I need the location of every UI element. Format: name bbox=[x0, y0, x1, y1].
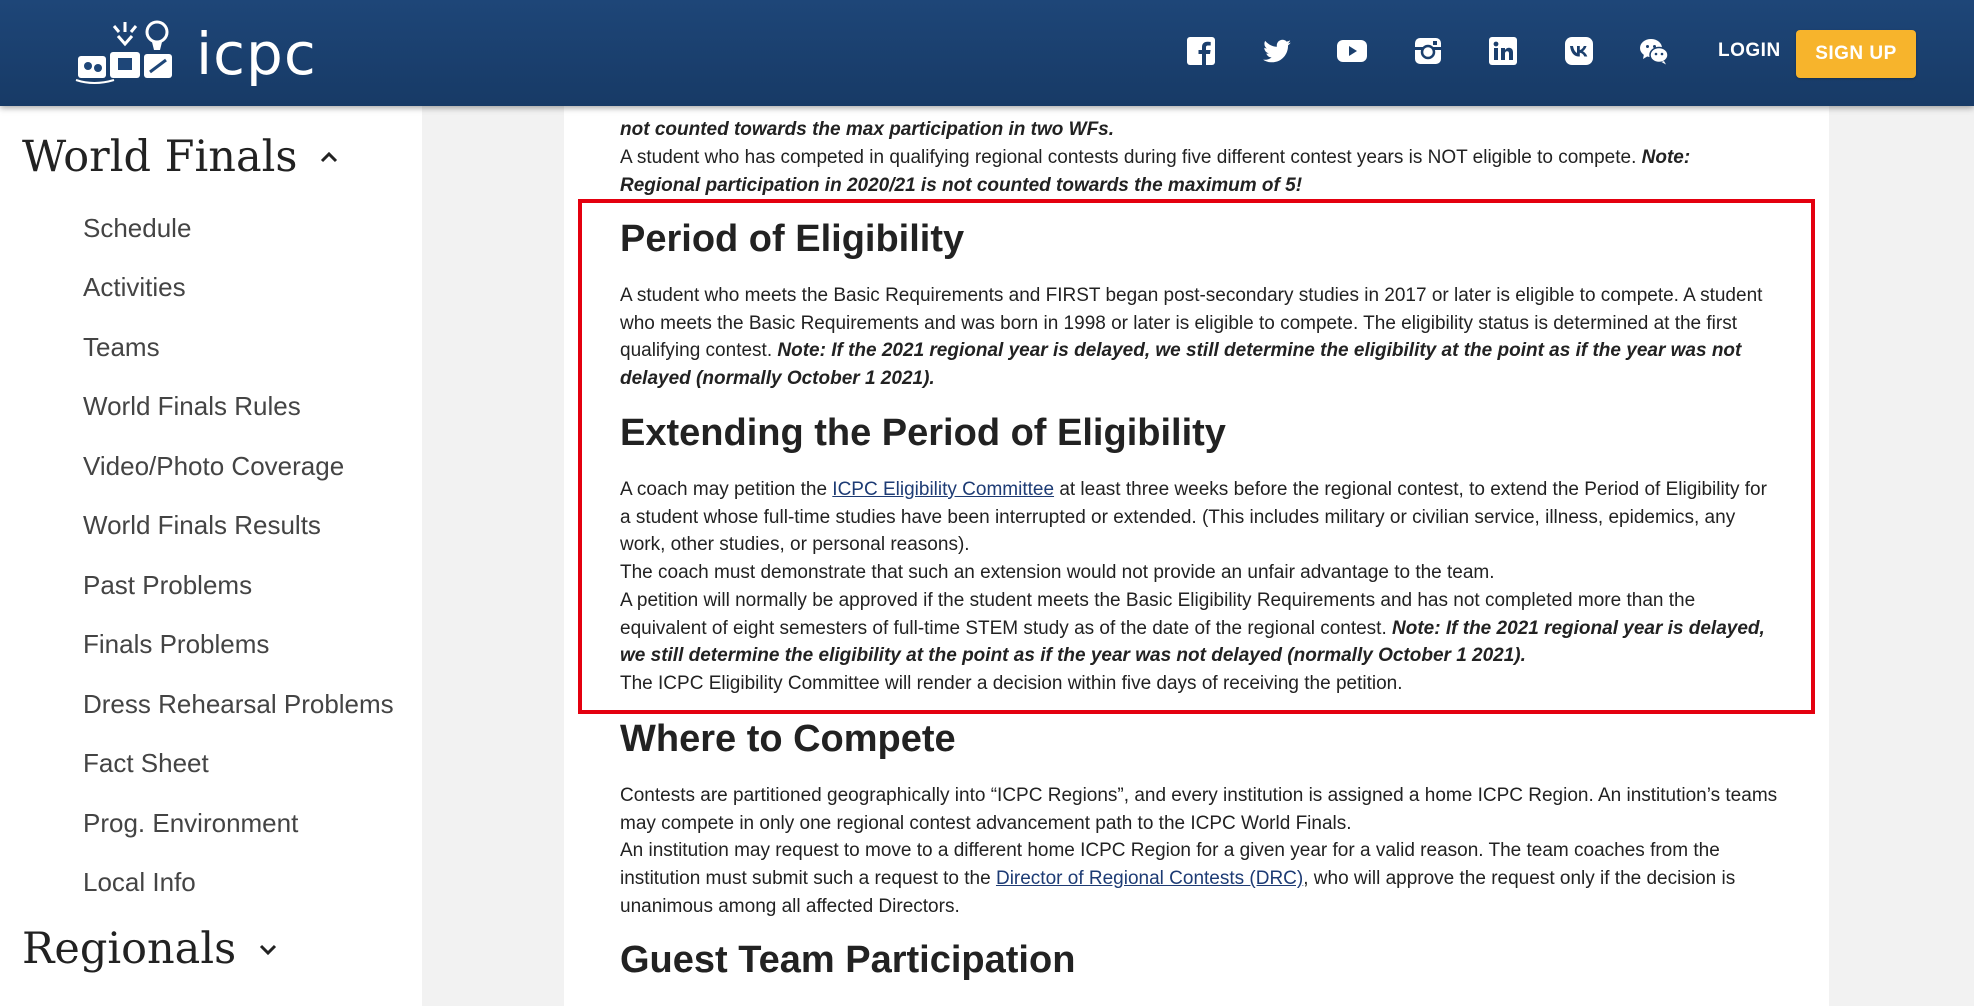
where-paragraph-2: An institution may request to move to a different home ICPC Region for a given year for a valid reason. The team coaches from the institution must submit such a request to the Director of Regional Contests (DRC), who will approve the request only if the decision is unanimous among all affected Directors. bbox=[620, 840, 1736, 917]
extending-period-heading: Extending the Period of Eligibility bbox=[620, 412, 1226, 454]
chevron-down-icon bbox=[258, 939, 278, 959]
vk-icon[interactable] bbox=[1564, 36, 1594, 66]
icpc-logo[interactable] bbox=[74, 16, 317, 86]
instagram-icon[interactable] bbox=[1413, 36, 1443, 66]
top-paragraph: A student who has competed in qualifying regional contests during five different contest years is NOT eligible to compete. Note: Regional participation in 2020/21 is not counted towards the maximum of 5! bbox=[620, 147, 1691, 196]
brand-name: icpc bbox=[196, 20, 317, 88]
extending-paragraph-2: The coach must demonstrate that such an extension would not provide an unfair advantage to the team. bbox=[620, 562, 1495, 584]
site-header bbox=[0, 0, 1974, 106]
period-of-eligibility-text: A student who meets the Basic Requirements and FIRST began post-secondary studies in 2017 or later is eligible to compete. A student who meets the Basic Requirements and was born in 1998 or later is eligible to compete. The eligibility status is determined at the first qualifying contest. Note: If the 2021 regional year is delayed, we still determine the eligibility at the point as if the year was not delayed (normally October 1 2021). bbox=[620, 285, 1763, 390]
sidebar-item-world-finals-rules[interactable]: World Finals Rules bbox=[83, 391, 301, 421]
sidebar bbox=[0, 106, 422, 1006]
twitter-icon[interactable] bbox=[1262, 36, 1292, 66]
where-paragraph-1: Contests are partitioned geographically into “ICPC Regions”, and every institution is assigned a home ICPC Region. An institution’s teams may compete in only one regional contest advancement path to the ICPC World Finals. bbox=[620, 785, 1778, 834]
drc-link[interactable]: Director of Regional Contests (DRC) bbox=[995, 868, 1304, 890]
sidebar-item-local-info[interactable]: Local Info bbox=[83, 867, 196, 897]
chevron-up-icon bbox=[319, 147, 339, 167]
extending-paragraph-1: A coach may petition the ICPC Eligibility Committee at least three weeks before the regional contest, to extend the Period of Eligibility for a student whose full-time studies have been interrupted or extended. (This includes military or civilian service, illness, epidemics, any work, other studies, or personal reasons). bbox=[620, 479, 1767, 556]
where-to-compete-heading: Where to Compete bbox=[620, 718, 956, 760]
eligibility-committee-link[interactable]: ICPC Eligibility Committee bbox=[832, 479, 1055, 500]
sidebar-item-fact-sheet[interactable]: Fact Sheet bbox=[83, 748, 209, 778]
sidebar-item-past-problems[interactable]: Past Problems bbox=[83, 570, 253, 600]
sidebar-item-dress-rehearsal-problems[interactable]: Dress Rehearsal Problems bbox=[83, 689, 394, 719]
sidebar-item-activities[interactable]: Activities bbox=[83, 272, 186, 302]
world-finals-label: World Finals bbox=[22, 132, 298, 182]
period-of-eligibility-heading: Period of Eligibility bbox=[620, 218, 965, 260]
sidebar-item-finals-problems[interactable]: Finals Problems bbox=[83, 629, 270, 659]
sidebar-item-video-photo-coverage[interactable]: Video/Photo Coverage bbox=[83, 451, 345, 481]
top-partial-text: not counted towards the max participation in two WFs. bbox=[620, 119, 1115, 140]
sidebar-item-prog-environment[interactable]: Prog. Environment bbox=[83, 808, 299, 838]
youtube-icon[interactable] bbox=[1337, 36, 1367, 66]
where-to-compete-text bbox=[620, 782, 1780, 921]
facebook-icon[interactable] bbox=[1186, 36, 1216, 66]
login-link[interactable]: LOGIN bbox=[1718, 40, 1781, 61]
extending-paragraph-3: A petition will normally be approved if the student meets the Basic Eligibility Requirements and has not completed more than the equivalent of eight semesters of full-time STEM study as of the date of the regional contest. Note: If the 2021 regional year is delayed, we still determine the eligibility at the point as if the year was not delayed (normally October 1 2021). bbox=[620, 589, 1765, 667]
guest-team-participation-heading: Guest Team Participation bbox=[620, 939, 1076, 981]
extending-paragraphs bbox=[620, 476, 1780, 698]
sidebar-item-schedule[interactable]: Schedule bbox=[83, 213, 192, 243]
sidebar-section-world-finals[interactable] bbox=[22, 132, 339, 182]
wechat-icon[interactable] bbox=[1639, 36, 1669, 66]
linkedin-icon[interactable] bbox=[1488, 36, 1518, 66]
signup-button[interactable]: SIGN UP bbox=[1796, 30, 1916, 78]
regionals-label: Regionals bbox=[22, 924, 237, 974]
sidebar-item-teams[interactable]: Teams bbox=[83, 332, 160, 362]
sidebar-section-regionals[interactable] bbox=[22, 924, 278, 974]
sidebar-item-world-finals-results[interactable]: World Finals Results bbox=[83, 510, 321, 540]
icpc-logo-icon bbox=[74, 16, 190, 86]
extending-paragraph-4: The ICPC Eligibility Committee will render a decision within five days of receiving the petition. bbox=[620, 672, 1403, 694]
social-links bbox=[1186, 36, 1715, 66]
